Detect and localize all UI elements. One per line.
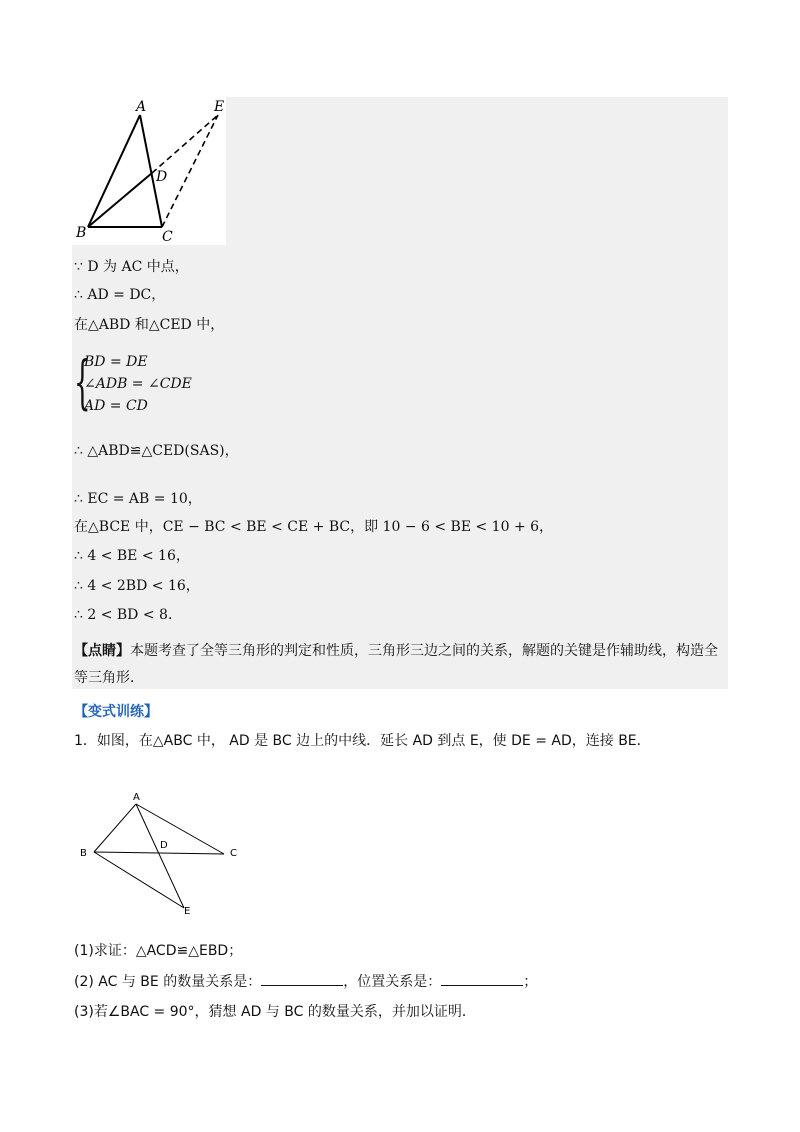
vertex-label-a: A xyxy=(136,99,147,115)
commentary-heading: 【点睛】 xyxy=(74,643,130,659)
condition-3: AD = CD xyxy=(84,398,148,414)
vertex-label-b: B xyxy=(76,225,87,241)
vertex-label-a: A xyxy=(133,792,140,803)
sub-question-2-part-b: ，位置关系是： xyxy=(343,974,442,990)
segment-bd xyxy=(88,173,152,227)
proof-line-2: ∴ AD = DC， xyxy=(74,287,166,303)
figure-triangle-abc-extension xyxy=(72,97,226,245)
sub-question-1: (1)求证：△ACD≌△EBD； xyxy=(74,943,243,959)
proof-line-8: ∴ 4 < 2BD < 16， xyxy=(74,578,200,594)
sub-question-2 xyxy=(74,971,537,991)
vertex-label-c: C xyxy=(162,229,173,245)
figure-triangle-abc-median xyxy=(78,786,248,916)
segment-ab xyxy=(94,804,136,852)
proof-line-5: ∴ EC = AB = 10， xyxy=(74,491,202,507)
segment-ab xyxy=(88,115,140,227)
question-1-stem: 1．如图，在△ABC 中， AD 是 BC 边上的中线．延长 AD 到点 E，使 DE = AD，连接 BE． xyxy=(74,733,651,749)
congruence-conditions xyxy=(74,348,214,418)
vertex-label-e: E xyxy=(184,906,191,916)
segment-ae xyxy=(136,804,184,908)
condition-2: ∠ADB = ∠CDE xyxy=(84,376,192,392)
vertex-label-b: B xyxy=(80,848,87,859)
figure-2-svg xyxy=(78,786,248,916)
left-brace: { xyxy=(74,348,91,416)
answer-blank-quantity[interactable] xyxy=(261,973,343,986)
segment-be xyxy=(94,852,184,908)
variant-training-heading: 【变式训练】 xyxy=(74,704,158,720)
sub-question-2-part-a: (2) AC 与 BE 的数量关系是： xyxy=(74,974,262,990)
vertex-label-e: E xyxy=(214,99,225,115)
segment-ac xyxy=(136,804,224,854)
vertex-label-d: D xyxy=(160,840,168,851)
sub-question-2-part-c: ； xyxy=(523,974,538,990)
segment-de-dashed xyxy=(152,115,218,173)
proof-line-7: ∴ 4 < BE < 16， xyxy=(74,548,190,564)
commentary-note xyxy=(74,638,726,692)
condition-1: BD = DE xyxy=(84,354,148,370)
proof-line-congruence: ∴ △ABD≌△CED(SAS)， xyxy=(74,443,239,459)
answer-blank-position[interactable] xyxy=(441,973,523,986)
figure-1-svg xyxy=(72,97,226,245)
vertex-label-c: C xyxy=(230,848,237,859)
vertex-label-d: D xyxy=(156,169,168,185)
proof-line-3: 在△ABD 和△CED 中， xyxy=(74,317,225,333)
sub-question-3: (3)若∠BAC = 90°，猜想 AD 与 BC 的数量关系，并加以证明． xyxy=(74,1004,476,1020)
segment-ce-dashed xyxy=(162,115,218,227)
proof-line-6: 在△BCE 中，CE − BC < BE < CE + BC，即 10 − 6 < BE < 10 + 6， xyxy=(74,519,554,535)
proof-line-9: ∴ 2 < BD < 8． xyxy=(74,607,182,623)
commentary-text: 本题考查了全等三角形的判定和性质，三角形三边之间的关系，解题的关键是作辅助线，构造全等三角形． xyxy=(74,643,718,686)
proof-line-1: ∵ D 为 AC 中点， xyxy=(74,259,189,275)
